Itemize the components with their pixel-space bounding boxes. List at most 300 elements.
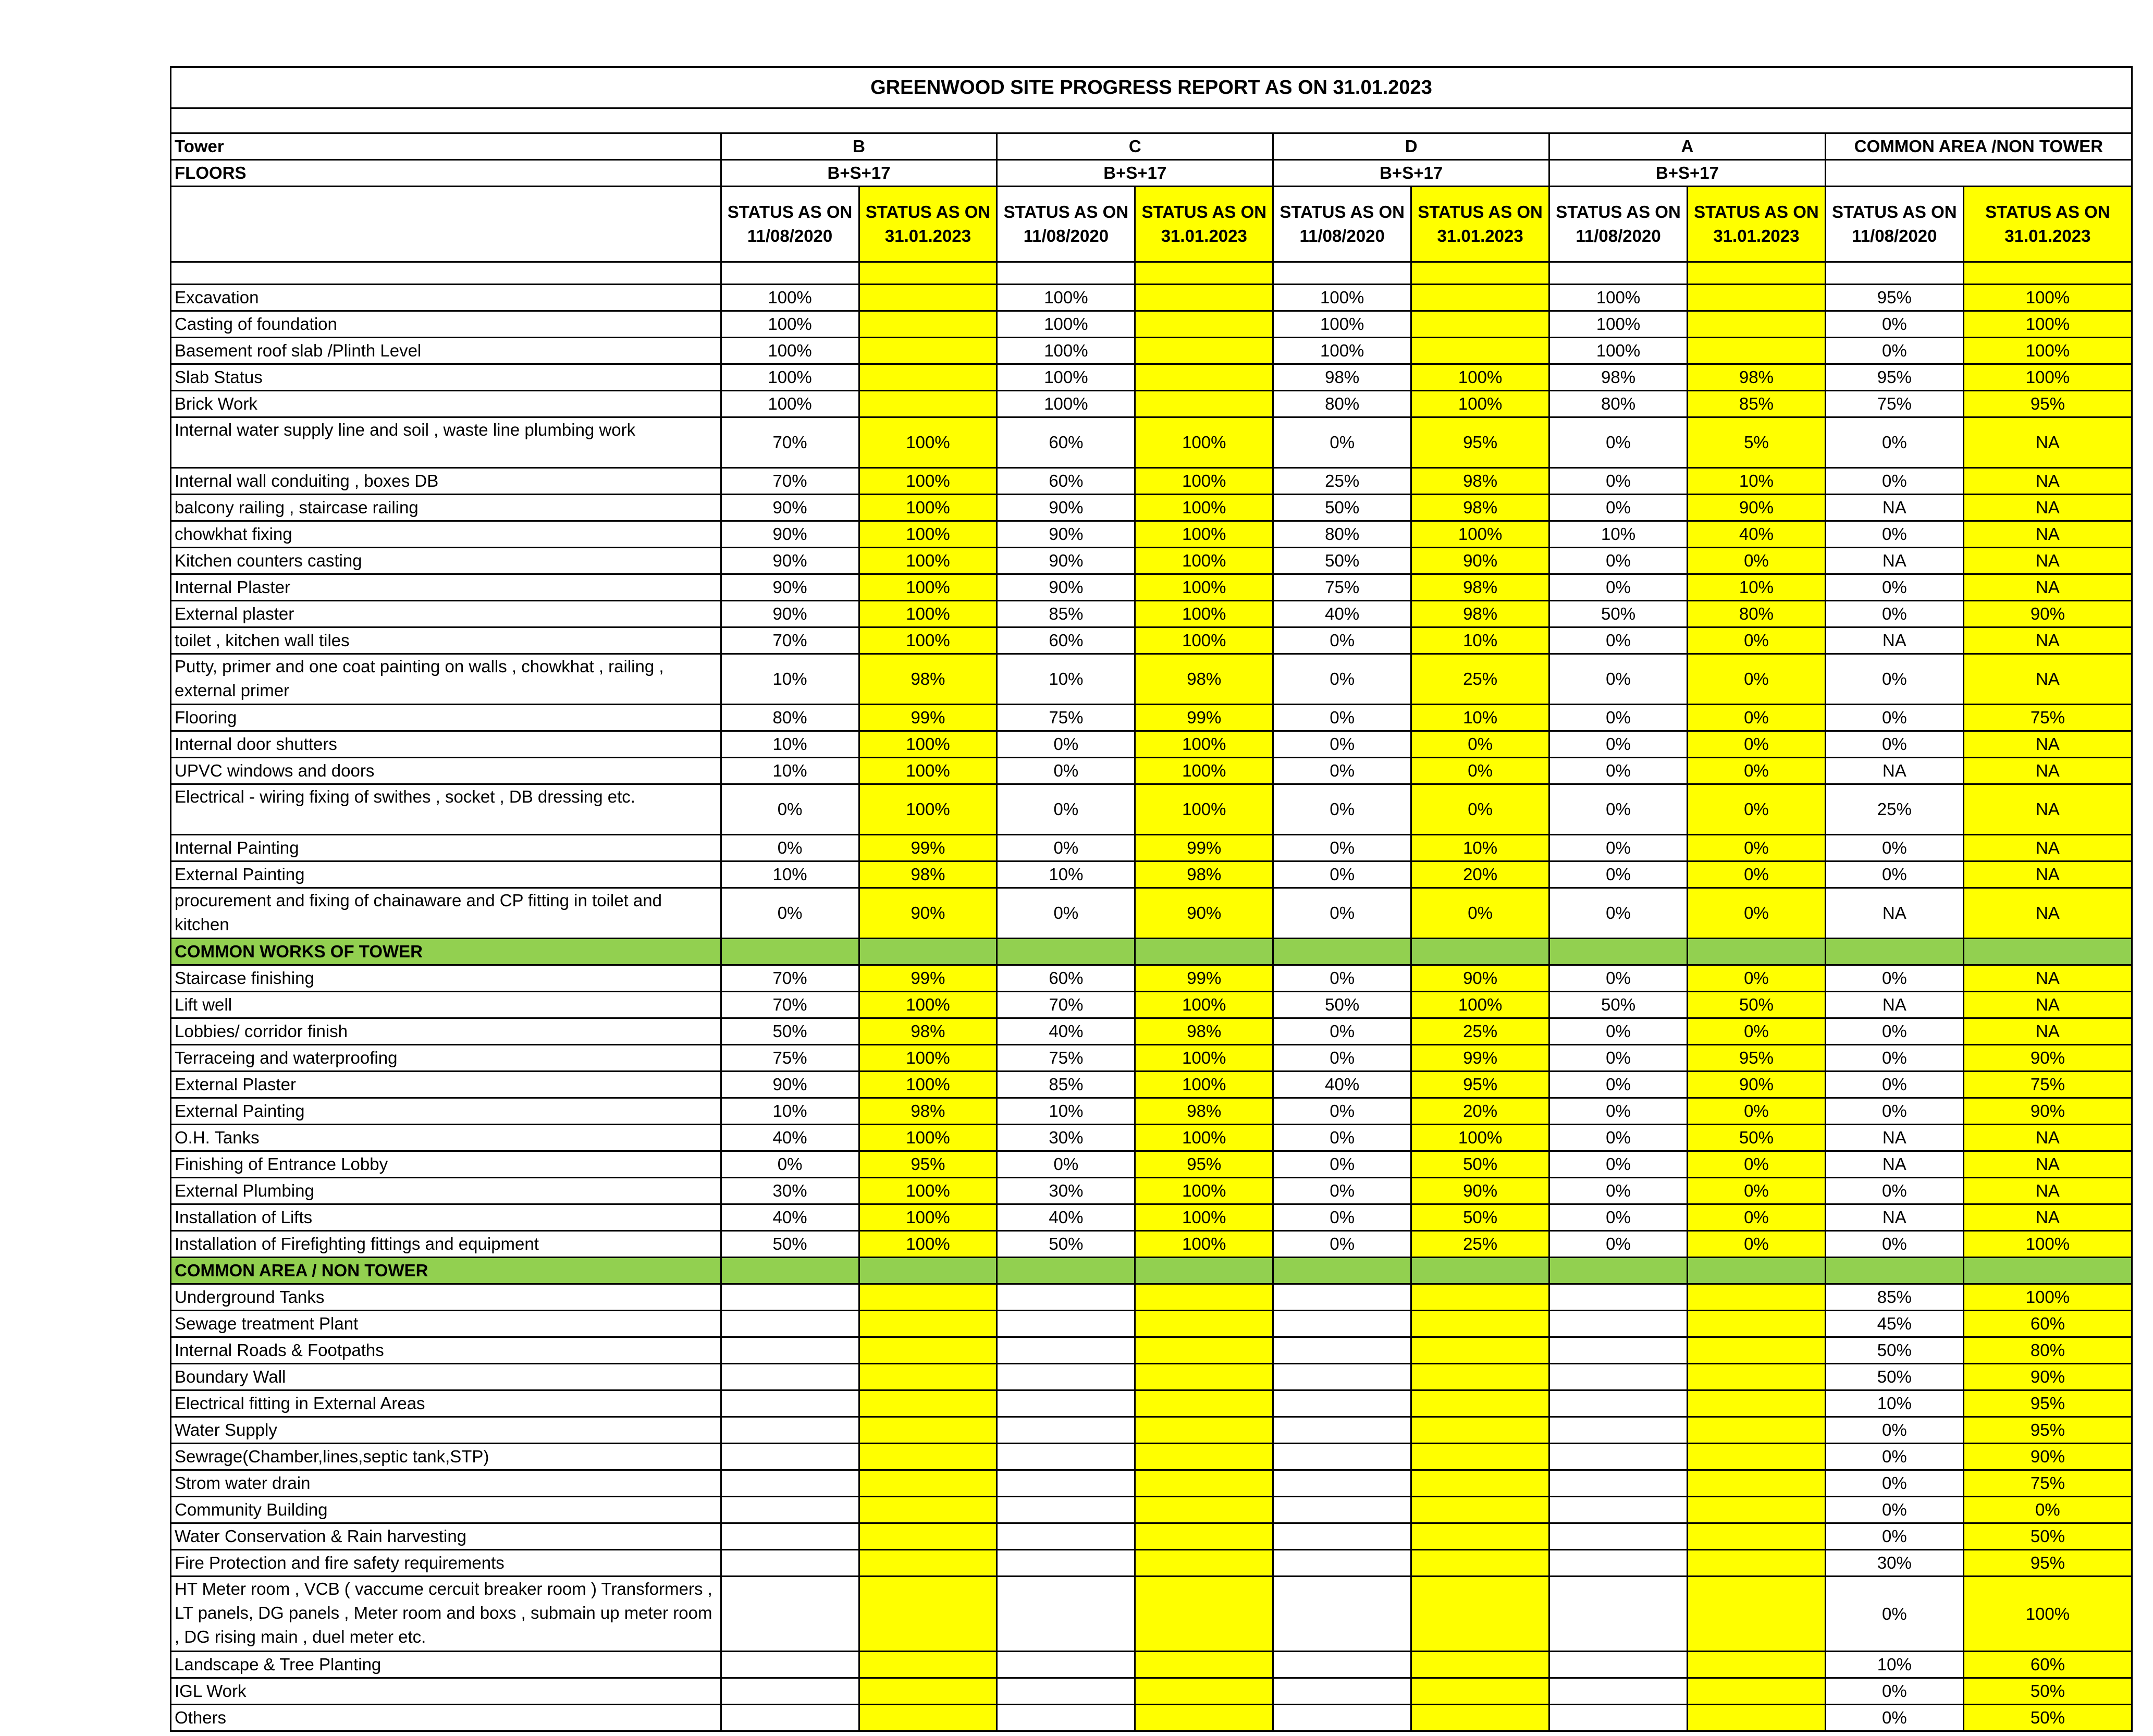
status-new-cell: 98% [1135,1018,1273,1045]
status-new-cell: 50% [1687,992,1825,1018]
status-new-cell: 0% [1687,1151,1825,1178]
tower-a-header: A [1549,133,1826,160]
status-old-cell: 0% [997,758,1135,784]
status-new-cell: 95% [1135,1151,1273,1178]
status-old-cell: 100% [721,364,859,391]
status-old-cell [997,1652,1135,1678]
row-label: External Painting [171,1098,721,1125]
status-new-cell: 25% [1411,654,1549,705]
status-old-cell: 0% [1549,654,1688,705]
status-old-cell: 85% [997,601,1135,627]
status-new-cell [1687,1444,1825,1470]
status-old-cell: 70% [997,992,1135,1018]
section-fill-cell [1135,1258,1273,1284]
section-fill-cell [1687,1258,1825,1284]
status-old-cell: 70% [721,992,859,1018]
row-label: Finishing of Entrance Lobby [171,1151,721,1178]
status-new-cell: 100% [859,992,997,1018]
status-old-cell: NA [1825,548,1963,574]
tower-b-floors: B+S+17 [721,160,997,187]
status-old-cell: 0% [1549,1018,1688,1045]
common-area-header: COMMON AREA /NON TOWER [1825,133,2132,160]
status-new-cell: 100% [1135,1072,1273,1098]
row-label: Electrical fitting in External Areas [171,1390,721,1417]
status-old-cell [997,1311,1135,1337]
status-old-cell: 100% [1549,338,1688,364]
status-new-cell: 100% [1135,574,1273,601]
tower-label: Tower [171,133,721,160]
status-new-cell: NA [1963,758,2132,784]
status-old-cell [721,1470,859,1497]
status-new-cell: 100% [1411,391,1549,417]
status-old-cell: 50% [1549,601,1688,627]
status-old-cell: 0% [1825,1045,1963,1072]
tower-d-header: D [1273,133,1549,160]
status-old-cell: 50% [1273,548,1411,574]
status-new-cell: NA [1963,835,2132,861]
status-new-cell: 100% [1963,311,2132,338]
section-header-row [171,939,2132,965]
tower-b-header: B [721,133,997,160]
row-label: Putty, primer and one coat painting on walls , chowkhat , railing , external primer [171,654,721,705]
status-new-cell: 0% [1687,705,1825,731]
status-old-cell: 100% [721,338,859,364]
row-label: IGL Work [171,1678,721,1705]
table-row [171,1072,2132,1098]
status-old-cell: 98% [1549,364,1688,391]
status-new-cell [1411,1705,1549,1731]
status-old-cell: 0% [1273,417,1411,468]
status-new-cell [1687,1311,1825,1337]
status-new-header: STATUS AS ON 31.01.2023 [1411,187,1549,262]
status-old-header: STATUS AS ON 11/08/2020 [1549,187,1688,262]
table-row [171,1577,2132,1652]
status-old-cell [1273,1497,1411,1523]
status-new-cell: 85% [1687,391,1825,417]
report-body [171,67,2132,1731]
status-new-cell: 100% [1135,468,1273,495]
status-old-cell: 60% [997,965,1135,992]
status-new-cell: 100% [859,548,997,574]
status-old-cell [1273,1705,1411,1731]
status-old-cell: 0% [1273,1018,1411,1045]
section-fill-cell [1273,939,1411,965]
status-old-cell [1273,1470,1411,1497]
status-new-cell: 0% [1687,731,1825,758]
row-label: Fire Protection and fire safety requirements [171,1550,721,1577]
status-new-cell: 99% [1135,705,1273,731]
status-new-cell [1135,1390,1273,1417]
status-new-cell: 90% [1963,601,2132,627]
table-row [171,1390,2132,1417]
status-new-cell: 10% [1411,705,1549,731]
status-old-cell: 0% [1825,1678,1963,1705]
status-old-cell: 0% [1825,1098,1963,1125]
status-new-cell: 100% [859,1231,997,1258]
status-new-cell: 0% [1687,1231,1825,1258]
status-old-cell: 0% [1549,574,1688,601]
status-old-cell: 0% [1549,1178,1688,1204]
status-old-cell: 100% [721,285,859,311]
status-new-cell [859,1444,997,1470]
row-label: toilet , kitchen wall tiles [171,627,721,654]
status-new-cell: 95% [1963,1390,2132,1417]
spacer-cell [1963,262,2132,285]
status-old-cell: 40% [1273,601,1411,627]
table-row [171,601,2132,627]
tower-d-floors: B+S+17 [1273,160,1549,187]
row-label: procurement and fixing of chainaware and CP fitting in toilet and kitchen [171,888,721,939]
status-old-cell: 0% [1549,965,1688,992]
tower-header-row [171,133,2132,160]
status-old-cell [997,1337,1135,1364]
status-old-cell [997,1417,1135,1444]
status-old-cell: 50% [1825,1364,1963,1390]
status-new-cell: 100% [1963,285,2132,311]
status-old-cell: 0% [1549,731,1688,758]
status-old-cell [721,1444,859,1470]
status-old-cell: NA [1825,888,1963,939]
status-old-cell [721,1577,859,1652]
status-new-cell: 100% [1963,1577,2132,1652]
status-new-cell: NA [1963,468,2132,495]
status-new-cell [859,1523,997,1550]
table-row [171,992,2132,1018]
table-row [171,1151,2132,1178]
status-old-cell: 90% [721,548,859,574]
status-new-cell: 60% [1963,1311,2132,1337]
status-new-cell [1411,1523,1549,1550]
status-old-cell: 0% [1825,574,1963,601]
status-old-cell [997,1444,1135,1470]
status-new-cell: 0% [1687,861,1825,888]
row-label: Staircase finishing [171,965,721,992]
status-old-cell: 0% [1273,1125,1411,1151]
row-label: Water Supply [171,1417,721,1444]
status-new-cell: 10% [1411,835,1549,861]
status-new-cell: 40% [1687,521,1825,548]
status-old-cell: 0% [1549,1231,1688,1258]
common-area-floors [1825,160,2132,187]
row-label: Installation of Lifts [171,1204,721,1231]
status-new-cell: 0% [1687,758,1825,784]
table-row [171,1018,2132,1045]
row-label: Internal Roads & Footpaths [171,1337,721,1364]
status-old-cell [1549,1390,1688,1417]
status-old-cell: NA [1825,1151,1963,1178]
status-new-cell [859,1417,997,1444]
status-old-cell: 50% [1273,495,1411,521]
status-old-cell: 0% [1825,338,1963,364]
status-new-cell: 100% [1963,1231,2132,1258]
status-old-cell: 0% [1825,468,1963,495]
status-new-cell: 100% [859,1178,997,1204]
status-new-cell: 90% [1411,1178,1549,1204]
status-old-cell: 100% [1273,285,1411,311]
section-fill-cell [1135,939,1273,965]
status-new-cell: NA [1963,1204,2132,1231]
status-new-cell: NA [1963,1018,2132,1045]
status-new-cell: 25% [1411,1018,1549,1045]
status-old-cell: NA [1825,627,1963,654]
blank-row [171,108,2132,133]
status-old-cell [1273,1678,1411,1705]
status-new-cell: 100% [859,1045,997,1072]
status-old-cell: 0% [1549,1045,1688,1072]
status-old-cell: 0% [1825,601,1963,627]
status-old-cell: 95% [1825,285,1963,311]
status-new-cell: 100% [859,521,997,548]
table-row [171,574,2132,601]
status-old-cell [1273,1417,1411,1444]
status-new-cell [859,1470,997,1497]
status-new-cell: 98% [859,1098,997,1125]
status-new-cell: 98% [859,1018,997,1045]
status-old-cell: 10% [997,861,1135,888]
status-new-cell [1411,285,1549,311]
status-new-cell: 95% [859,1151,997,1178]
status-old-cell [721,1284,859,1311]
status-old-cell: 0% [1825,521,1963,548]
status-header-row [171,187,2132,262]
status-old-cell: 0% [1273,654,1411,705]
status-new-cell: 100% [859,731,997,758]
spacer-cell [1135,262,1273,285]
table-row [171,1444,2132,1470]
section-fill-cell [859,1258,997,1284]
status-old-cell: 0% [1825,1577,1963,1652]
status-new-cell [1687,1550,1825,1577]
status-new-cell [1135,338,1273,364]
status-new-cell [1411,1444,1549,1470]
status-old-cell: 100% [997,364,1135,391]
table-row [171,1178,2132,1204]
status-old-cell: 30% [721,1178,859,1204]
status-new-cell: 50% [1963,1523,2132,1550]
status-new-cell: NA [1963,548,2132,574]
status-new-cell [1411,1390,1549,1417]
status-old-cell [721,1364,859,1390]
status-old-cell: 75% [721,1045,859,1072]
status-old-header: STATUS AS ON 11/08/2020 [1273,187,1411,262]
status-old-cell: 90% [997,495,1135,521]
status-old-cell: 70% [721,965,859,992]
status-label-blank [171,187,721,262]
status-old-cell: 75% [997,1045,1135,1072]
table-row [171,731,2132,758]
status-old-cell: 75% [1273,574,1411,601]
status-old-cell: 0% [1825,1523,1963,1550]
status-new-cell: 98% [1135,1098,1273,1125]
status-new-cell: 0% [1687,835,1825,861]
status-old-cell: 40% [1273,1072,1411,1098]
table-row [171,1497,2132,1523]
status-old-cell: 0% [997,888,1135,939]
status-new-cell: 100% [859,1204,997,1231]
status-old-cell: 10% [1549,521,1688,548]
table-row [171,285,2132,311]
status-new-cell: 25% [1411,1231,1549,1258]
status-new-cell [1135,1497,1273,1523]
spacer-cell [1273,262,1411,285]
status-old-cell [1273,1652,1411,1678]
status-new-cell: 10% [1411,627,1549,654]
status-new-cell [1135,1444,1273,1470]
status-new-cell [1687,1417,1825,1444]
row-label: Terraceing and waterproofing [171,1045,721,1072]
status-new-cell: 100% [1963,1284,2132,1311]
spacer-cell [997,262,1135,285]
status-new-cell: 90% [1963,1098,2132,1125]
status-old-cell: 100% [1549,285,1688,311]
section-fill-cell [859,939,997,965]
status-old-cell: 0% [1825,654,1963,705]
row-label: Internal water supply line and soil , waste line plumbing work [171,417,721,468]
status-old-cell: 75% [1825,391,1963,417]
status-new-cell [859,1497,997,1523]
floors-header-row [171,160,2132,187]
status-new-cell: 5% [1687,417,1825,468]
status-new-cell: 0% [1687,965,1825,992]
status-new-cell [1135,1311,1273,1337]
table-row [171,1678,2132,1705]
status-new-cell: 50% [1411,1151,1549,1178]
status-old-cell: 90% [721,574,859,601]
status-new-cell [1411,1364,1549,1390]
status-new-cell [1135,364,1273,391]
status-old-cell: 0% [1273,1151,1411,1178]
status-new-cell: 90% [1687,495,1825,521]
status-new-cell: 90% [1135,888,1273,939]
status-old-cell: 0% [1825,1444,1963,1470]
status-old-cell: 10% [1825,1390,1963,1417]
table-row [171,835,2132,861]
row-label: UPVC windows and doors [171,758,721,784]
status-new-cell [1135,1337,1273,1364]
status-new-cell [1135,1550,1273,1577]
table-row [171,1125,2132,1151]
table-row [171,364,2132,391]
status-old-cell: 0% [1825,1705,1963,1731]
status-new-cell: NA [1963,992,2132,1018]
status-old-cell: 0% [721,784,859,835]
status-old-cell: 0% [1825,1072,1963,1098]
row-label: Excavation [171,285,721,311]
status-old-cell: 90% [997,521,1135,548]
status-old-cell [721,1417,859,1444]
status-new-cell [1687,338,1825,364]
status-new-cell: 100% [1135,758,1273,784]
table-row [171,468,2132,495]
status-old-cell: 0% [1273,784,1411,835]
status-new-cell: 0% [1687,1018,1825,1045]
status-new-cell: 100% [859,601,997,627]
status-old-cell: 0% [1273,705,1411,731]
status-new-cell [1687,1523,1825,1550]
section-fill-cell [997,1258,1135,1284]
status-old-cell: 0% [721,1151,859,1178]
table-row [171,1045,2132,1072]
status-new-cell: 75% [1963,705,2132,731]
status-old-cell: 40% [997,1204,1135,1231]
row-label: Brick Work [171,391,721,417]
status-old-cell: 0% [1273,1045,1411,1072]
status-new-cell [1687,1337,1825,1364]
section-fill-cell [1549,1258,1688,1284]
status-old-cell: 90% [721,1072,859,1098]
status-new-cell: 90% [1963,1364,2132,1390]
status-old-cell: 10% [1825,1652,1963,1678]
table-row [171,1098,2132,1125]
status-old-cell [1549,1577,1688,1652]
status-old-cell: 70% [721,627,859,654]
status-old-cell [1549,1705,1688,1731]
status-new-cell [1135,285,1273,311]
status-old-cell: 90% [997,574,1135,601]
status-new-cell: 0% [1411,731,1549,758]
status-old-cell [1273,1577,1411,1652]
table-row [171,1550,2132,1577]
status-old-cell: 60% [997,417,1135,468]
status-new-cell: 100% [1411,521,1549,548]
status-old-cell [721,1311,859,1337]
table-row [171,784,2132,835]
status-old-cell: 100% [1549,311,1688,338]
spacer-cell [1687,262,1825,285]
status-new-cell [859,311,997,338]
status-new-cell: 100% [1135,1045,1273,1072]
row-label: External Painting [171,861,721,888]
status-new-cell [1135,1364,1273,1390]
status-new-cell: 100% [1135,417,1273,468]
status-new-cell: 90% [1411,965,1549,992]
status-new-cell: 100% [1135,731,1273,758]
status-old-cell [721,1390,859,1417]
status-new-cell [1687,1705,1825,1731]
status-old-cell [997,1470,1135,1497]
status-old-cell: 0% [1549,468,1688,495]
status-new-cell: 0% [1687,1178,1825,1204]
status-new-cell: NA [1963,965,2132,992]
status-new-cell [1687,1364,1825,1390]
status-new-cell: 99% [859,965,997,992]
status-new-cell: NA [1963,495,2132,521]
status-old-cell: 0% [721,888,859,939]
status-old-cell: 0% [1825,417,1963,468]
status-new-cell: 100% [1411,1125,1549,1151]
spacer-cell [1411,262,1549,285]
status-new-cell [1687,1497,1825,1523]
status-new-cell: 95% [1687,1045,1825,1072]
blank-cell [171,108,2132,133]
status-new-cell [859,1364,997,1390]
status-old-cell: 100% [1273,311,1411,338]
status-old-cell: 40% [721,1204,859,1231]
status-new-cell: 100% [1135,548,1273,574]
table-row [171,311,2132,338]
status-new-cell: 100% [1135,1204,1273,1231]
section-fill-cell [1687,939,1825,965]
status-old-cell: 60% [997,468,1135,495]
row-label: Installation of Firefighting fittings and equipment [171,1231,721,1258]
table-row [171,705,2132,731]
status-new-cell: 100% [859,758,997,784]
status-new-cell [859,391,997,417]
status-old-cell [1549,1652,1688,1678]
table-row [171,548,2132,574]
status-new-cell: 100% [859,495,997,521]
status-old-cell: 85% [997,1072,1135,1098]
